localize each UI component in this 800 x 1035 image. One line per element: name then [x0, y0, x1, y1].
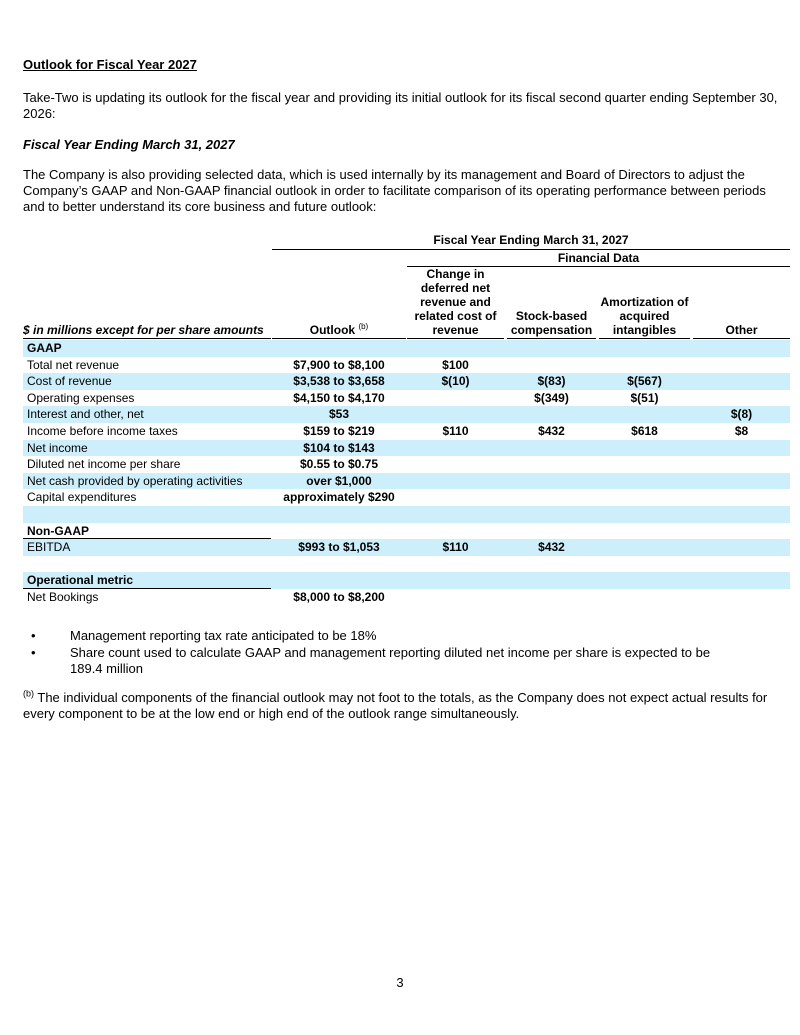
row-value: $(51)	[630, 390, 659, 405]
row-label: Non-GAAP	[23, 523, 271, 540]
outlook-column-header: Outlook $^{(b)}$	[272, 267, 406, 339]
column-header: Amortization of acquired intangibles	[599, 267, 690, 339]
page-number: 3	[396, 975, 404, 990]
row-value	[599, 572, 690, 589]
row-value	[693, 357, 790, 374]
outlook-footnote-mark: (b)	[358, 322, 369, 331]
row-value	[407, 572, 504, 589]
table-row	[23, 340, 790, 357]
row-value: $110	[442, 540, 469, 555]
table-row	[23, 523, 790, 540]
row-value	[272, 556, 406, 573]
row-value	[599, 456, 690, 473]
table-row	[23, 423, 790, 440]
row-value: over $1,000	[306, 473, 372, 488]
table-row	[23, 373, 790, 390]
row-value	[507, 357, 596, 374]
table-row	[23, 473, 790, 490]
row-value	[407, 489, 504, 506]
row-value	[407, 589, 504, 606]
row-value: $(8)	[730, 407, 753, 422]
row-value	[407, 556, 504, 573]
row-value	[272, 506, 406, 523]
row-label: GAAP	[27, 341, 62, 355]
footnote-mark: (b)	[23, 688, 34, 699]
row-value: $4,150 to $4,170	[293, 390, 385, 405]
row-value: $432	[538, 423, 565, 438]
table-row	[23, 456, 790, 473]
row-value: $(10)	[441, 374, 470, 389]
row-label: Capital expenditures	[27, 490, 137, 505]
row-value	[693, 373, 790, 390]
row-value	[599, 523, 690, 540]
row-value	[599, 539, 690, 556]
table-body	[23, 340, 790, 606]
row-value: $(83)	[537, 374, 566, 389]
table-row	[23, 506, 790, 523]
footnote: $^{(b)}$ The individual components of the financial outlook may not foot to the totals, as the Company does not expect actual results for every component to be at the low end or high end of the outlook range simultaneously.	[23, 688, 768, 721]
row-value: $618	[631, 423, 658, 438]
table-row	[23, 589, 790, 606]
bullet-icon: •	[31, 645, 36, 660]
row-value: $(567)	[627, 374, 662, 389]
bullet-icon: •	[31, 628, 36, 643]
row-label: Operational metric	[23, 572, 271, 589]
row-value	[599, 489, 690, 506]
row-value	[407, 506, 504, 523]
row-value	[507, 340, 596, 357]
row-value	[507, 572, 596, 589]
row-value	[599, 357, 690, 374]
table-row	[23, 572, 790, 589]
row-value	[599, 506, 690, 523]
row-value	[599, 440, 690, 457]
row-value	[599, 556, 690, 573]
row-value: $110	[442, 423, 469, 438]
row-value	[693, 340, 790, 357]
row-value	[507, 523, 596, 540]
bullet-text: Share count used to calculate GAAP and management reporting diluted net income per share is expected to be 189.4 million	[70, 645, 711, 676]
row-value	[407, 456, 504, 473]
row-value	[693, 523, 790, 540]
row-value: $53	[328, 407, 350, 422]
table-row	[23, 489, 790, 506]
row-value: approximately $290	[283, 490, 395, 505]
row-value	[693, 572, 790, 589]
row-label: Cost of revenue	[27, 374, 112, 389]
table-row	[23, 556, 790, 573]
row-value	[693, 506, 790, 523]
bullet-list	[23, 628, 783, 678]
column-header: Stock-based compensation	[507, 267, 596, 339]
row-value	[507, 506, 596, 523]
row-label: Total net revenue	[27, 357, 120, 372]
row-value	[407, 473, 504, 490]
bullet-item	[23, 645, 783, 677]
description-paragraph: The Company is also providing selected data, which is used internally by its management and Board of Directors to adjust the Company’s GAAP and Non-GAAP financial outlook in order to facilitate comparison of its operating performance between periods and to better understand its core business and future outlook:	[23, 167, 766, 214]
table-row	[23, 390, 790, 407]
row-label: Net Bookings	[27, 589, 99, 604]
row-label	[27, 556, 271, 573]
row-label: Income before income taxes	[27, 423, 178, 438]
row-value	[693, 589, 790, 606]
row-value	[507, 473, 596, 490]
bullet-item	[23, 628, 783, 644]
row-value: $8,000 to $8,200	[293, 589, 385, 604]
row-value	[407, 523, 504, 540]
row-value	[272, 572, 406, 589]
row-value: $993 to $1,053	[298, 540, 380, 555]
intro-paragraph: Take-Two is updating its outlook for the fiscal year and providing its initial outlook for its fiscal second quarter ending September 30, 2026:	[23, 90, 778, 121]
row-value	[407, 406, 504, 423]
row-label: Interest and other, net	[27, 407, 144, 422]
row-value	[693, 489, 790, 506]
table-subgroup-header: Financial Data	[407, 250, 790, 267]
row-label	[27, 506, 271, 523]
row-value	[693, 539, 790, 556]
row-label: Net income	[27, 440, 88, 455]
table-row	[23, 539, 790, 556]
row-value: $3,538 to $3,658	[293, 374, 385, 389]
row-value: $7,900 to $8,100	[293, 357, 385, 372]
column-header: Other	[693, 267, 790, 339]
section-title: Outlook for Fiscal Year 2027	[23, 57, 197, 72]
row-value	[407, 390, 504, 407]
row-value	[693, 556, 790, 573]
row-value: $(349)	[534, 390, 569, 405]
column-header: Change in deferred net revenue and related cost of revenue	[407, 267, 504, 339]
row-value	[693, 390, 790, 407]
row-value	[507, 589, 596, 606]
row-value	[693, 473, 790, 490]
row-label: Operating expenses	[27, 390, 135, 405]
row-value: $159 to $219	[303, 423, 375, 438]
row-value	[272, 523, 406, 540]
fiscal-year-subhead: Fiscal Year Ending March 31, 2027	[23, 137, 235, 152]
table-group-header: Fiscal Year Ending March 31, 2027	[272, 232, 790, 250]
row-label: Diluted net income per share	[27, 457, 181, 472]
row-value	[599, 473, 690, 490]
row-value	[507, 556, 596, 573]
row-value	[507, 489, 596, 506]
table-row	[23, 357, 790, 374]
row-value	[507, 440, 596, 457]
row-label: EBITDA	[27, 540, 71, 555]
row-value: $100	[442, 357, 469, 372]
row-value	[599, 589, 690, 606]
row-value	[272, 340, 406, 357]
row-value	[407, 340, 504, 357]
row-value: $8	[734, 423, 749, 438]
row-value	[507, 406, 596, 423]
row-value: $432	[538, 540, 565, 555]
row-value	[599, 406, 690, 423]
row-value	[407, 440, 504, 457]
label-column-header: $ in millions except for per share amounts	[23, 267, 271, 339]
table-row	[23, 406, 790, 423]
row-value	[693, 456, 790, 473]
bullet-text: Management reporting tax rate anticipated to be 18%	[70, 628, 377, 643]
row-value	[507, 456, 596, 473]
table-row	[23, 440, 790, 457]
row-value: $104 to $143	[303, 440, 375, 455]
row-value	[693, 440, 790, 457]
row-label: Net cash provided by operating activities	[27, 473, 243, 488]
row-value: $0.55 to $0.75	[299, 457, 379, 472]
row-value	[599, 340, 690, 357]
